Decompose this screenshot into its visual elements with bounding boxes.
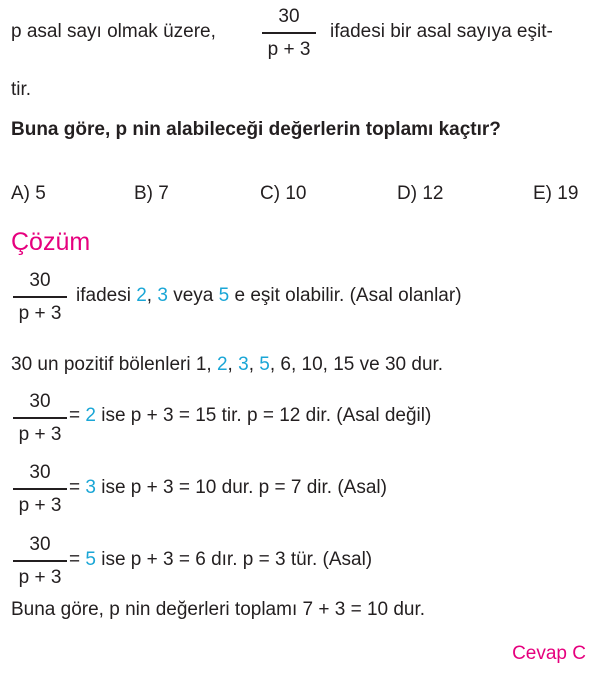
solution-intro-text xyxy=(76,285,462,307)
option-a[interactable]: A) 5 xyxy=(11,183,46,204)
fraction-numerator: 30 xyxy=(29,391,51,412)
fraction-bar xyxy=(13,488,67,490)
case-1-text xyxy=(69,405,431,427)
case-3-fraction xyxy=(13,534,67,589)
prime-value: 2 xyxy=(136,285,147,306)
fraction-numerator: 30 xyxy=(29,462,51,483)
divisors-sep: , xyxy=(227,354,239,375)
fraction-numerator: 30 xyxy=(29,534,51,555)
fraction-numerator: 30 xyxy=(29,270,51,291)
fraction-denominator: p + 3 xyxy=(18,566,62,588)
equals-sign: = xyxy=(69,549,86,570)
fraction-bar xyxy=(262,32,316,34)
question-text-end: ifadesi bir asal sayıya eşit- xyxy=(330,21,553,42)
fraction-bar xyxy=(13,560,67,562)
divisors-line xyxy=(11,354,443,376)
prime-value: 5 xyxy=(259,354,270,375)
fraction-denominator: p + 3 xyxy=(18,494,62,516)
option-e[interactable]: E) 19 xyxy=(533,183,579,204)
case-2-text xyxy=(69,477,387,499)
fraction-bar xyxy=(13,417,67,419)
option-c[interactable]: C) 10 xyxy=(260,183,307,204)
intro-part: veya xyxy=(167,285,219,306)
divisors-part: 30 un pozitif bölenleri 1, xyxy=(11,354,217,375)
intro-sep: , xyxy=(146,285,158,306)
intro-part: ifadesi xyxy=(76,285,137,306)
equals-sign: = xyxy=(69,405,86,426)
option-b[interactable]: B) 7 xyxy=(134,183,169,204)
case-rest: ise p + 3 = 15 tir. p = 12 dir. (Asal değil) xyxy=(95,405,432,426)
question-text-start: p asal sayı olmak üzere, xyxy=(11,21,216,42)
case-2-fraction xyxy=(13,462,67,517)
fraction-numerator: 30 xyxy=(278,6,300,27)
question-fraction xyxy=(262,6,316,61)
solution-fraction xyxy=(13,270,67,325)
divisors-part: , 6, 10, 15 ve 30 dur. xyxy=(269,354,444,375)
fraction-denominator: p + 3 xyxy=(18,302,62,324)
case-value: 3 xyxy=(85,477,96,498)
case-3-text xyxy=(69,549,372,571)
fraction-bar xyxy=(13,296,67,298)
prime-value: 5 xyxy=(218,285,230,306)
case-value: 5 xyxy=(85,549,96,570)
prime-value: 3 xyxy=(238,354,249,375)
prime-value: 3 xyxy=(157,285,168,306)
case-rest: ise p + 3 = 10 dur. p = 7 dir. (Asal) xyxy=(95,477,387,498)
answer-label: Cevap C xyxy=(512,643,586,664)
case-1-fraction xyxy=(13,391,67,446)
fraction-denominator: p + 3 xyxy=(18,423,62,445)
equals-sign: = xyxy=(69,477,86,498)
conclusion-text: Buna göre, p nin değerleri toplamı 7 + 3 = 10 dur. xyxy=(11,599,426,620)
question-text-line2: tir. xyxy=(11,79,32,100)
solution-heading: Çözüm xyxy=(11,228,91,256)
divisors-sep: , xyxy=(248,354,260,375)
option-d[interactable]: D) 12 xyxy=(397,183,444,204)
intro-part: e eşit olabilir. (Asal olanlar) xyxy=(229,285,462,306)
case-rest: ise p + 3 = 6 dır. p = 3 tür. (Asal) xyxy=(95,549,373,570)
prime-value: 2 xyxy=(216,354,228,375)
case-value: 2 xyxy=(85,405,96,426)
fraction-denominator: p + 3 xyxy=(267,38,311,60)
question-prompt: Buna göre, p nin alabileceği değerlerin toplamı kaçtır? xyxy=(11,119,501,140)
